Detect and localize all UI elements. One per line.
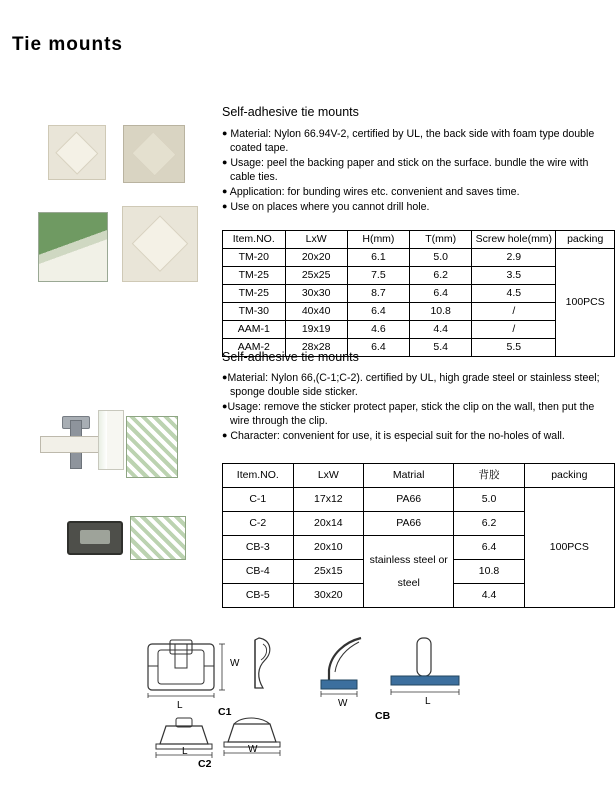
table-header-cell: Item.NO.	[223, 464, 294, 488]
bullet-item	[222, 128, 614, 156]
table-cell: 6.4	[347, 339, 409, 357]
product-photo-tm-beige	[123, 125, 185, 183]
table-cell: 4.4	[410, 321, 472, 339]
table-cell: TM-25	[223, 267, 286, 285]
table-cell-packing: 100PCS	[524, 488, 614, 608]
table-cell: 8.7	[347, 285, 409, 303]
table-header-cell: packing	[524, 464, 614, 488]
table-cell: 6.2	[410, 267, 472, 285]
table-header-cell: packing	[556, 231, 615, 249]
table-cell: 20x10	[293, 536, 363, 560]
drawing-c1-side	[245, 634, 285, 696]
table-cell: C-1	[223, 488, 294, 512]
table-cell: 4.6	[347, 321, 409, 339]
product-photo-clip-white	[98, 410, 124, 470]
drawing-c1-front	[140, 636, 230, 698]
table-row	[223, 249, 615, 267]
table-cell: 10.8	[410, 303, 472, 321]
bullet-text: Application: for bunding wires etc. convenient and saves time.	[229, 185, 520, 198]
table-row	[223, 303, 615, 321]
table-cell: TM-25	[223, 285, 286, 303]
section1-bullets	[222, 128, 614, 216]
table-cell: 30x30	[285, 285, 347, 303]
table-cell: 17x12	[293, 488, 363, 512]
table-cell: 19x19	[285, 321, 347, 339]
table-cell: 25x25	[285, 267, 347, 285]
table-row	[223, 488, 615, 512]
bullet-text: Material: Nylon 66.94V-2, certified by UL, the back side with foam type double coated tape.	[230, 128, 595, 154]
table-cell: 3.5	[472, 267, 556, 285]
bullet-dot-icon: ●	[222, 156, 228, 167]
table-cell-material: stainless steel or steel	[364, 536, 454, 608]
table-cell-packing: 100PCS	[556, 249, 615, 357]
table-cell: CB-3	[223, 536, 294, 560]
bullet-text: Usage: peel the backing paper and stick on the surface. bundle the wire with cable ties.	[230, 156, 589, 183]
table-cell: 6.1	[347, 249, 409, 267]
table-header-cell: LxW	[285, 231, 347, 249]
table-cell: TM-30	[223, 303, 286, 321]
table-header-row	[223, 464, 615, 488]
bullet-dot-icon: ●	[222, 200, 228, 211]
table-cell: 4.5	[472, 285, 556, 303]
bullet-text: Usage: remove the sticker protect paper, stick the clip on the wall, then put the wire through the clip.	[227, 400, 595, 427]
product-photo-metal-clip	[62, 512, 124, 560]
drawing-cb-front	[385, 636, 475, 698]
product-photo-tm-white	[48, 125, 106, 180]
dimension-label-l-c1: L	[177, 700, 183, 711]
specification-table-2	[222, 463, 615, 608]
table-cell: 7.5	[347, 267, 409, 285]
table-header-cell: Item.NO.	[223, 231, 286, 249]
drawing-label-c2: C2	[198, 758, 212, 770]
table-cell: 4.4	[454, 584, 524, 608]
dimension-label-w-c2: W	[248, 744, 258, 755]
table-cell: 20x20	[285, 249, 347, 267]
table-cell: PA66	[364, 512, 454, 536]
table-row	[223, 267, 615, 285]
bullet-item	[222, 430, 614, 444]
drawing-label-c1: C1	[218, 706, 232, 718]
table-cell: 25x15	[293, 560, 363, 584]
table-cell: 30x20	[293, 584, 363, 608]
table-cell: 6.4	[454, 536, 524, 560]
table-cell: 28x28	[285, 339, 347, 357]
table-cell: 5.5	[472, 339, 556, 357]
technical-drawings	[120, 628, 520, 778]
table-cell: /	[472, 321, 556, 339]
dimension-label-l-cb: L	[425, 696, 431, 707]
table-cell: CB-5	[223, 584, 294, 608]
bullet-item	[222, 372, 614, 400]
table-cell: C-2	[223, 512, 294, 536]
table-cell: 10.8	[454, 560, 524, 584]
table-row	[223, 285, 615, 303]
table-header-cell: T(mm)	[410, 231, 472, 249]
table-cell: 20x14	[293, 512, 363, 536]
table-cell: 6.4	[410, 285, 472, 303]
table-row	[223, 321, 615, 339]
table-cell: /	[472, 303, 556, 321]
drawing-label-cb: CB	[375, 710, 391, 722]
bullet-dot-icon: ●	[222, 400, 228, 411]
table-cell: 6.2	[454, 512, 524, 536]
bullet-text: Material: Nylon 66,(C-1;C-2). certified by UL, high grade steel or stainless steel; sponge double side sticker.	[227, 372, 600, 398]
table-header-cell: LxW	[293, 464, 363, 488]
table-cell: 40x40	[285, 303, 347, 321]
product-photo-tm-large	[122, 206, 198, 282]
bullet-item	[222, 186, 614, 200]
section2-heading: Self-adhesive tie mounts	[222, 350, 359, 364]
bullet-dot-icon: ●	[222, 372, 228, 382]
product-photo-clip-tape	[126, 416, 178, 478]
table-header-row	[223, 231, 615, 249]
table-cell: 6.4	[347, 303, 409, 321]
bullet-text: Use on places where you cannot drill hole.	[230, 200, 430, 213]
section2-bullets	[222, 372, 614, 445]
bullet-item	[222, 157, 614, 185]
table-cell: PA66	[364, 488, 454, 512]
table-header-cell: Matrial	[364, 464, 454, 488]
table-cell: 5.0	[410, 249, 472, 267]
dimension-label-l-c2: L	[182, 746, 188, 757]
bullet-text: Character: convenient for use, it is especial suit for the no-holes of wall.	[230, 429, 565, 442]
table-cell: 2.9	[472, 249, 556, 267]
page-title: Tie mounts	[12, 34, 123, 55]
bullet-dot-icon: ●	[222, 185, 228, 196]
product-photo-green-tape	[130, 516, 186, 560]
table-header-cell: 背胶	[454, 464, 524, 488]
dimension-label-w-cb: W	[338, 698, 348, 709]
specification-table-1	[222, 230, 615, 357]
dimension-label-w-c1: W	[230, 658, 240, 669]
drawing-cb-hook	[315, 636, 385, 698]
table-cell: CB-4	[223, 560, 294, 584]
bullet-dot-icon: ●	[222, 429, 228, 440]
section1-heading: Self-adhesive tie mounts	[222, 105, 359, 119]
table-cell: AAM-1	[223, 321, 286, 339]
drawing-c2-front	[150, 712, 230, 760]
drawing-c2-side	[220, 712, 300, 760]
table-cell: 5.0	[454, 488, 524, 512]
product-photo-foam-tape	[38, 212, 108, 282]
bullet-item	[222, 401, 614, 429]
bullet-dot-icon: ●	[222, 128, 228, 138]
table-cell: 5.4	[410, 339, 472, 357]
bullet-item	[222, 201, 614, 215]
table-header-cell: Screw hole(mm)	[472, 231, 556, 249]
table-cell: AAM-2	[223, 339, 286, 357]
table-header-cell: H(mm)	[347, 231, 409, 249]
table-cell: TM-20	[223, 249, 286, 267]
